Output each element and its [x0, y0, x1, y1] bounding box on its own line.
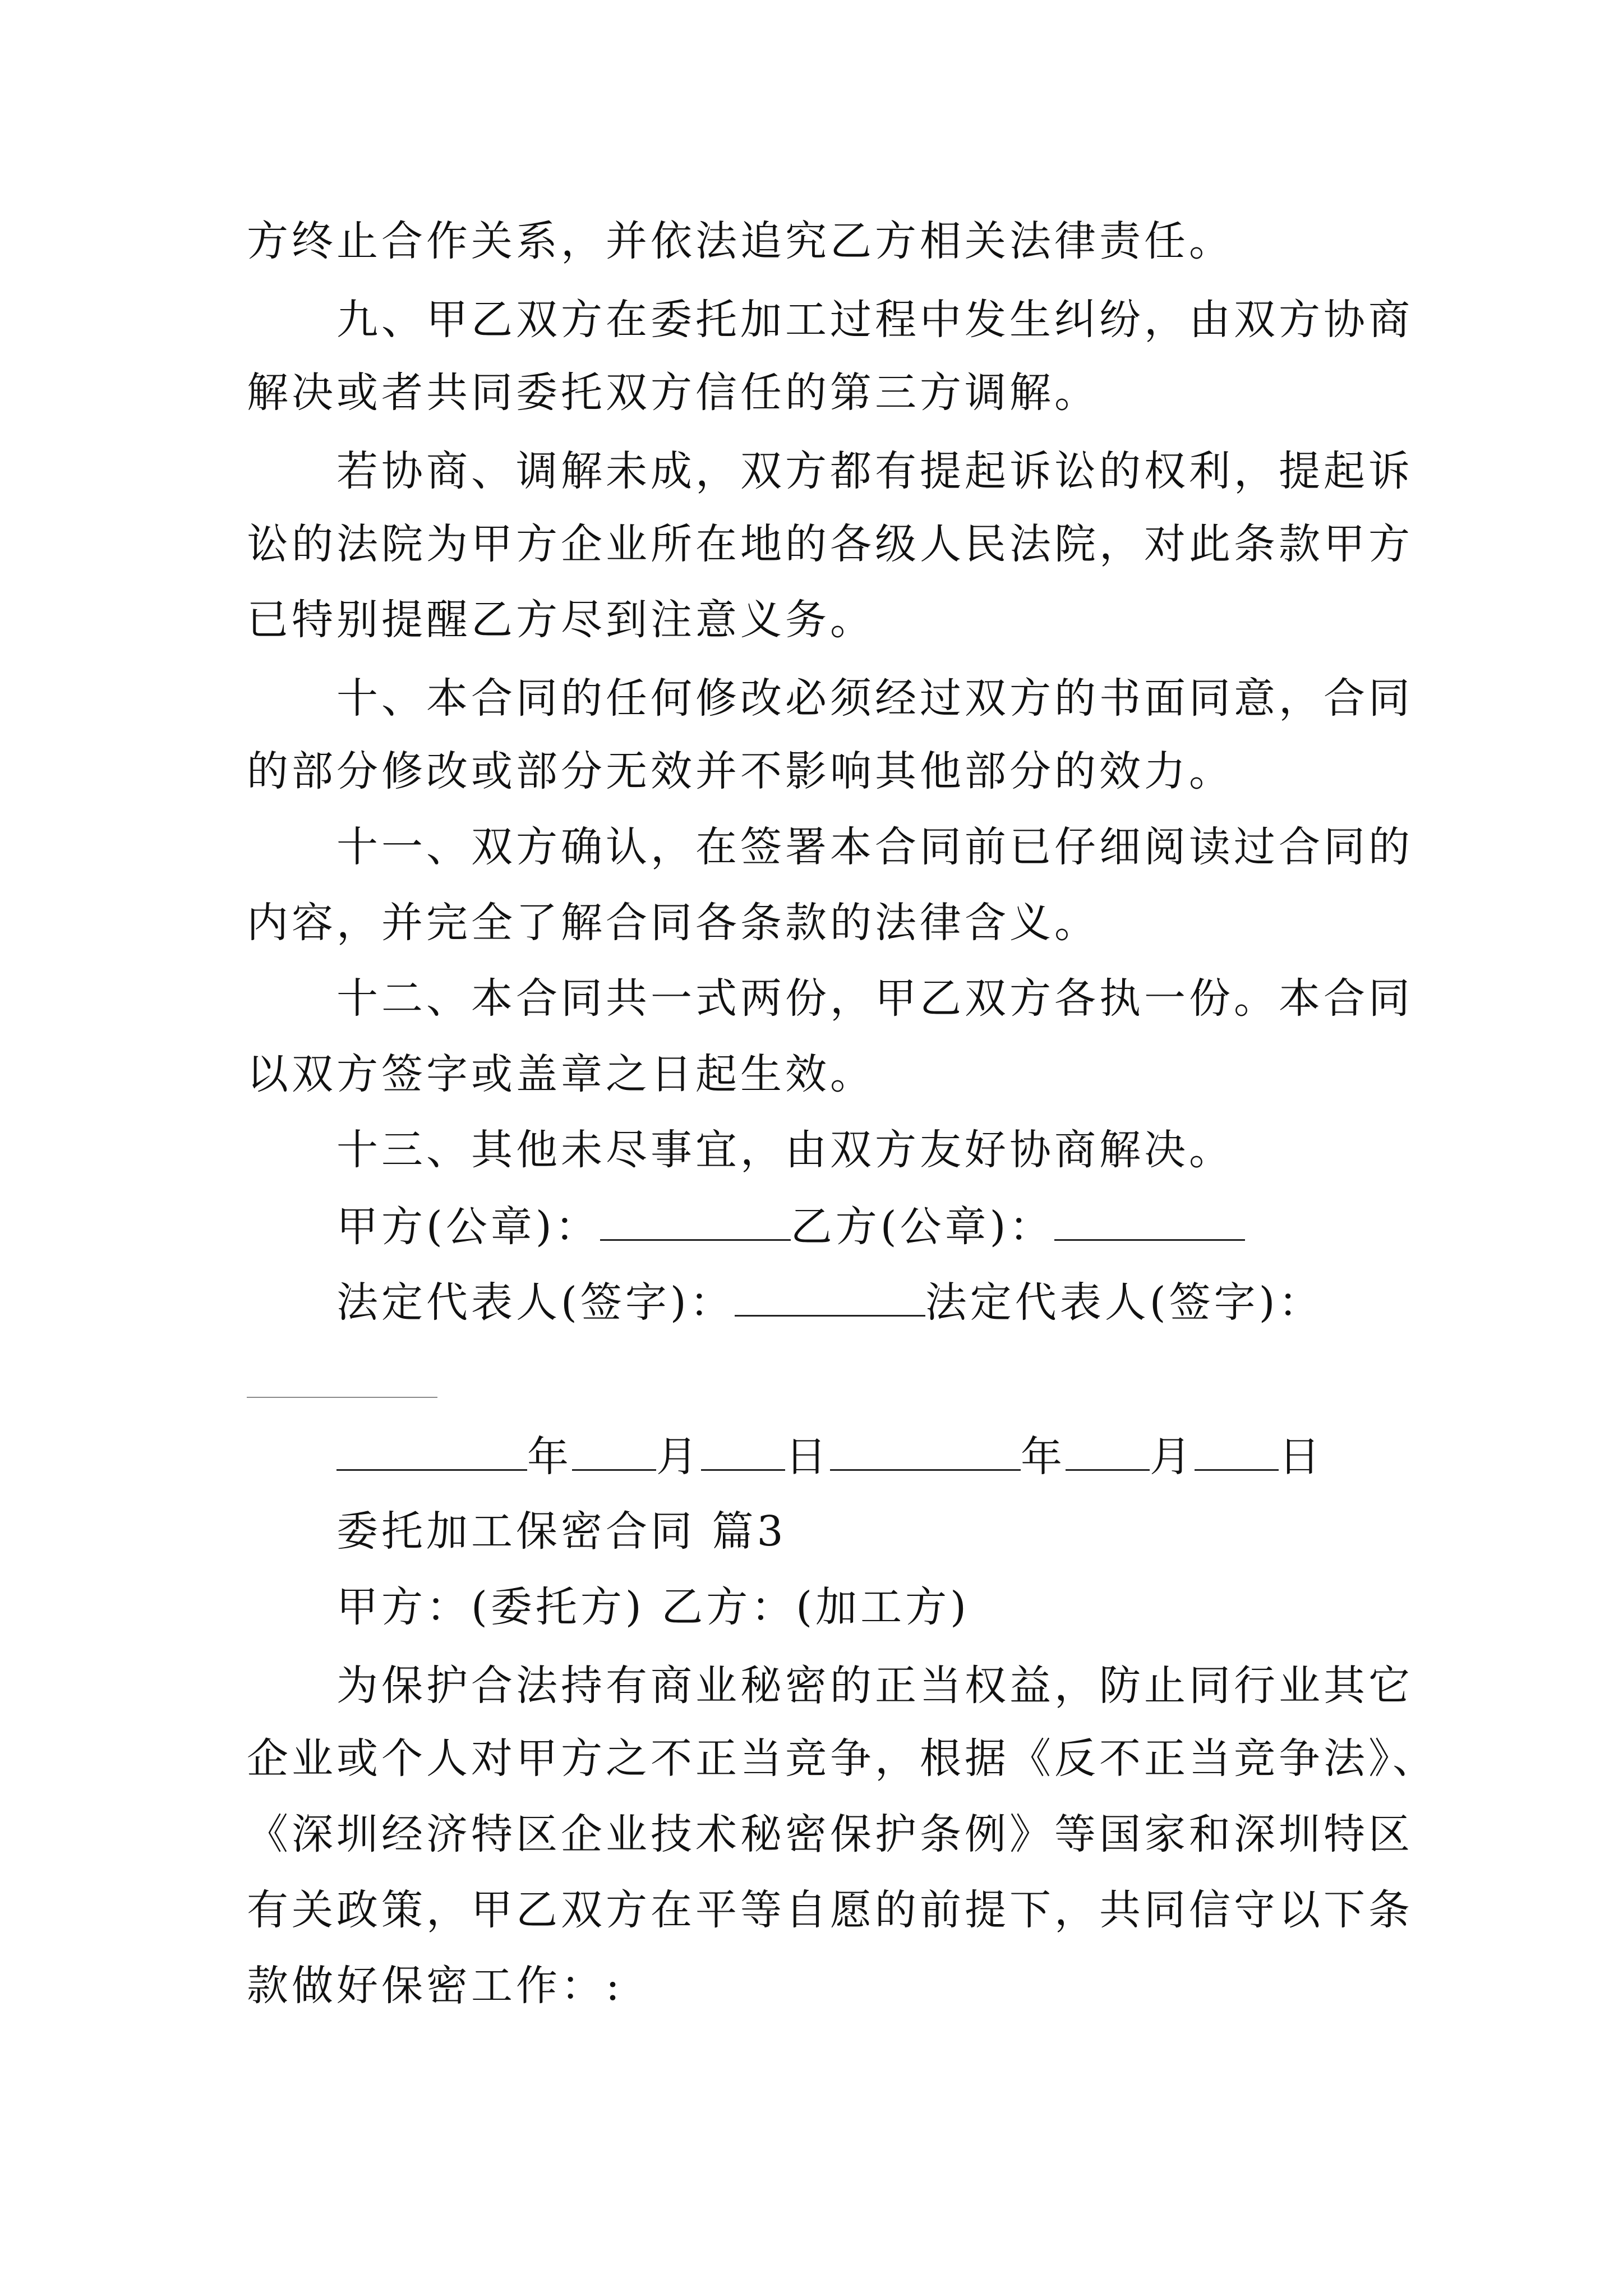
party-b-seal-blank[interactable]: [1054, 1198, 1245, 1241]
party-b-seal-label: 乙方(公章)：: [790, 1203, 1054, 1251]
clause-line: 方终止合作关系，并依法追究乙方相关法律责任。: [247, 217, 1234, 265]
day-b-label: 日: [1279, 1433, 1324, 1481]
party-a-seal-label: 甲方(公章)：: [336, 1203, 600, 1251]
month-a-blank[interactable]: [572, 1428, 656, 1471]
date-row: [336, 1428, 1324, 1485]
preamble-line: 为保护合法持有商业秘密的正当权益，防止同行业其它: [336, 1662, 1413, 1710]
rep-b-blank[interactable]: [247, 1397, 437, 1398]
party-a-seal-blank[interactable]: [600, 1198, 791, 1241]
clause-line: 十三、其他未尽事宜，由双方友好协商解决。: [336, 1126, 1234, 1174]
rep-a-blank[interactable]: [735, 1273, 925, 1317]
clause-line: 九、甲乙双方在委托加工过程中发生纠纷，由双方协商: [336, 296, 1413, 344]
month-b-label: 月: [1150, 1433, 1195, 1481]
rep-a-label: 法定代表人(签字)：: [336, 1278, 735, 1327]
clause-line: 解决或者共同委托双方信任的第三方调解。: [247, 369, 1099, 417]
preamble-line: 企业或个人对甲方之不正当竞争，根据《反不正当竞争法》、: [247, 1734, 1437, 1783]
month-b-blank[interactable]: [1066, 1428, 1150, 1471]
preamble-line: 款做好保密工作：:: [247, 1962, 623, 2010]
day-a-label: 日: [785, 1433, 830, 1481]
year-a-label: 年: [527, 1433, 572, 1481]
preamble-line: 《深圳经济特区企业技术秘密保护条例》等国家和深圳特区: [247, 1810, 1413, 1858]
year-a-blank[interactable]: [336, 1428, 527, 1471]
clause-line: 十二、本合同共一式两份，甲乙双方各执一份。本合同: [336, 974, 1413, 1023]
day-a-blank[interactable]: [701, 1428, 785, 1471]
year-b-label: 年: [1021, 1433, 1066, 1481]
clause-line: 已特别提醒乙方尽到注意义务。: [247, 596, 875, 644]
parties-line: 甲方：(委托方) 乙方：(加工方): [336, 1583, 970, 1631]
month-a-label: 月: [656, 1433, 701, 1481]
section-title: 委托加工保密合同 篇3: [336, 1507, 787, 1556]
clause-line: 的部分修改或部分无效并不影响其他部分的效力。: [247, 747, 1234, 795]
preamble-line: 有关政策，甲乙双方在平等自愿的前提下，共同信守以下条: [247, 1886, 1413, 1934]
seal-row: [336, 1198, 1245, 1255]
clause-line: 十一、双方确认，在签署本合同前已仔细阅读过合同的: [336, 823, 1413, 871]
rep-b-label: 法定代表人(签字)：: [925, 1278, 1324, 1327]
year-b-blank[interactable]: [830, 1428, 1021, 1471]
clause-line: 以双方签字或盖章之日起生效。: [247, 1050, 875, 1098]
representative-row: [336, 1273, 1324, 1331]
clause-line: 若协商、调解未成，双方都有提起诉讼的权利，提起诉: [336, 447, 1413, 495]
clause-line: 内容，并完全了解合同各条款的法律含义。: [247, 899, 1099, 947]
day-b-blank[interactable]: [1195, 1428, 1279, 1471]
clause-line: 十、本合同的任何修改必须经过双方的书面同意，合同: [336, 674, 1413, 723]
clause-line: 讼的法院为甲方企业所在地的各级人民法院，对此条款甲方: [247, 520, 1413, 568]
